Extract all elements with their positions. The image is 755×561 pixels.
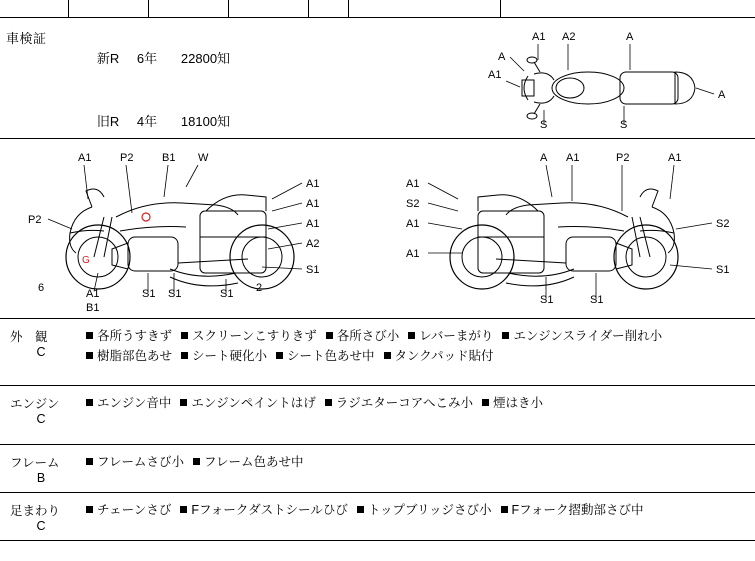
condition-line bbox=[86, 326, 749, 346]
label-S1: S1 bbox=[540, 294, 554, 306]
condition-category: フレーム bbox=[10, 456, 60, 470]
inspection-row bbox=[68, 27, 230, 90]
label-A1: A1 bbox=[86, 288, 100, 300]
condition-item bbox=[86, 500, 171, 520]
label-A: A bbox=[718, 89, 726, 101]
divider bbox=[68, 0, 69, 18]
condition-line bbox=[86, 500, 749, 520]
label-S1: S1 bbox=[306, 264, 320, 276]
bullet-icon bbox=[181, 352, 188, 359]
label-A: A bbox=[498, 51, 506, 63]
condition-item-label: 各所うすきず bbox=[97, 329, 173, 343]
right-side-view bbox=[400, 145, 740, 315]
condition-item bbox=[482, 393, 543, 413]
condition-item bbox=[276, 346, 375, 366]
condition-item-label: フレームさび小 bbox=[97, 455, 185, 469]
bullet-icon bbox=[325, 399, 332, 406]
divider bbox=[308, 0, 309, 18]
condition-row-exterior bbox=[0, 319, 755, 386]
condition-item bbox=[180, 393, 315, 413]
condition-line bbox=[86, 452, 749, 472]
label-S1: S1 bbox=[220, 288, 234, 300]
condition-item bbox=[193, 452, 304, 472]
condition-grade: B bbox=[36, 471, 46, 485]
condition-item bbox=[502, 326, 662, 346]
inspection-rows bbox=[68, 27, 230, 153]
divider bbox=[148, 0, 149, 18]
bullet-icon bbox=[502, 332, 509, 339]
condition-item-label: 樹脂部色あせ bbox=[97, 349, 173, 363]
inspection-type: 新R bbox=[96, 51, 120, 66]
inspection-years: 4年 bbox=[136, 114, 158, 129]
label-P2: P2 bbox=[616, 152, 630, 164]
label-A1: A1 bbox=[306, 198, 320, 210]
label-A2: A2 bbox=[562, 31, 576, 43]
condition-item bbox=[384, 346, 494, 366]
condition-item bbox=[86, 452, 184, 472]
condition-grade: C bbox=[36, 345, 46, 359]
condition-item-label: シート硬化小 bbox=[192, 349, 268, 363]
condition-item bbox=[86, 326, 172, 346]
label-P2: P2 bbox=[28, 214, 42, 226]
condition-item-label: トップブリッジさび小 bbox=[367, 503, 492, 517]
condition-line bbox=[86, 393, 749, 413]
top-view-diagram bbox=[470, 26, 750, 136]
condition-item-label: チェーンさび bbox=[97, 503, 172, 517]
label-S2: S2 bbox=[406, 198, 420, 210]
condition-item bbox=[181, 346, 267, 366]
label-S: S bbox=[540, 119, 548, 131]
label-A1: A1 bbox=[488, 69, 502, 81]
label-6: 6 bbox=[38, 282, 45, 294]
condition-category: エンジン bbox=[10, 397, 60, 411]
mark-G: G bbox=[82, 255, 90, 266]
condition-item bbox=[181, 326, 317, 346]
condition-item-label: タンクパッド貼付 bbox=[394, 349, 494, 363]
condition-row-suspension bbox=[0, 493, 755, 541]
bullet-icon bbox=[326, 332, 333, 339]
condition-grade: C bbox=[36, 519, 46, 533]
label-P2: P2 bbox=[120, 152, 134, 164]
condition-item-label: Fフォーク摺動部さび中 bbox=[511, 503, 644, 517]
label-B1: B1 bbox=[162, 152, 176, 164]
condition-item-label: エンジン音中 bbox=[97, 396, 172, 410]
bullet-icon bbox=[181, 332, 188, 339]
label-S1: S1 bbox=[590, 294, 604, 306]
label-A: A bbox=[540, 152, 548, 164]
label-A1: A1 bbox=[306, 178, 320, 190]
condition-row-frame bbox=[0, 445, 755, 493]
condition-item-label: スクリーンこすりきず bbox=[192, 329, 317, 343]
condition-category: 外 観 bbox=[10, 330, 48, 344]
label-W: W bbox=[198, 152, 209, 164]
label-A2: A2 bbox=[306, 238, 320, 250]
label-2: 2 bbox=[256, 282, 263, 294]
condition-item-label: エンジンペイントはげ bbox=[191, 396, 316, 410]
label-A1: A1 bbox=[406, 218, 420, 230]
condition-item-label: フレーム色あせ中 bbox=[204, 455, 304, 469]
left-side-view bbox=[20, 145, 360, 315]
bullet-icon bbox=[357, 506, 364, 513]
divider bbox=[348, 0, 349, 18]
bullet-icon bbox=[180, 399, 187, 406]
condition-item-label: シート色あせ中 bbox=[287, 349, 375, 363]
condition-item bbox=[357, 500, 492, 520]
label-A: A bbox=[626, 31, 634, 43]
bullet-icon bbox=[180, 506, 187, 513]
bullet-icon bbox=[86, 332, 93, 339]
condition-items bbox=[86, 500, 749, 520]
condition-items bbox=[86, 326, 749, 366]
condition-category: 足まわり bbox=[10, 504, 61, 518]
condition-item bbox=[86, 346, 172, 366]
condition-items bbox=[86, 452, 749, 472]
condition-item-label: 煙はき小 bbox=[493, 396, 544, 410]
inspection-label: 車検証 bbox=[6, 31, 47, 46]
bullet-icon bbox=[86, 458, 93, 465]
bullet-icon bbox=[482, 399, 489, 406]
condition-grade: C bbox=[36, 412, 46, 426]
inspection-certificate-block bbox=[0, 18, 755, 139]
label-A1: A1 bbox=[406, 178, 420, 190]
condition-item bbox=[408, 326, 493, 346]
divider bbox=[228, 0, 229, 18]
condition-item bbox=[325, 393, 473, 413]
label-A1: A1 bbox=[566, 152, 580, 164]
condition-row-engine bbox=[0, 386, 755, 445]
label-S: S bbox=[620, 119, 628, 131]
label-S1: S1 bbox=[168, 288, 182, 300]
condition-items bbox=[86, 393, 749, 413]
bullet-icon bbox=[276, 352, 283, 359]
bullet-icon bbox=[86, 352, 93, 359]
label-S1: S1 bbox=[142, 288, 156, 300]
label-A1: A1 bbox=[406, 248, 420, 260]
condition-item bbox=[326, 326, 400, 346]
bullet-icon bbox=[384, 352, 391, 359]
condition-item bbox=[501, 500, 644, 520]
inspection-years: 6年 bbox=[136, 51, 158, 66]
side-view-diagrams bbox=[0, 139, 755, 319]
bullet-icon bbox=[86, 506, 93, 513]
condition-item-label: 各所さび小 bbox=[336, 329, 400, 343]
label-S2: S2 bbox=[716, 218, 730, 230]
condition-line bbox=[86, 346, 749, 366]
label-B1: B1 bbox=[86, 302, 100, 314]
condition-item-label: レバーまがり bbox=[419, 329, 494, 343]
bullet-icon bbox=[86, 399, 93, 406]
inspection-fee: 22800知 bbox=[180, 51, 231, 66]
bullet-icon bbox=[501, 506, 508, 513]
condition-item-label: エンジンスライダー削れ小 bbox=[513, 329, 663, 343]
divider bbox=[500, 0, 501, 18]
condition-item bbox=[86, 393, 171, 413]
bullet-icon bbox=[408, 332, 415, 339]
label-A1: A1 bbox=[78, 152, 92, 164]
label-A1: A1 bbox=[668, 152, 682, 164]
label-A1: A1 bbox=[532, 31, 546, 43]
top-table-strip bbox=[0, 0, 755, 18]
condition-item-label: Fフォークダストシールひび bbox=[191, 503, 348, 517]
condition-item bbox=[180, 500, 348, 520]
condition-item-label: ラジエターコアへこみ小 bbox=[335, 396, 474, 410]
inspection-type: 旧R bbox=[96, 114, 120, 129]
label-S1: S1 bbox=[716, 264, 730, 276]
bullet-icon bbox=[193, 458, 200, 465]
label-A1: A1 bbox=[306, 218, 320, 230]
inspection-fee: 18100知 bbox=[180, 114, 231, 129]
